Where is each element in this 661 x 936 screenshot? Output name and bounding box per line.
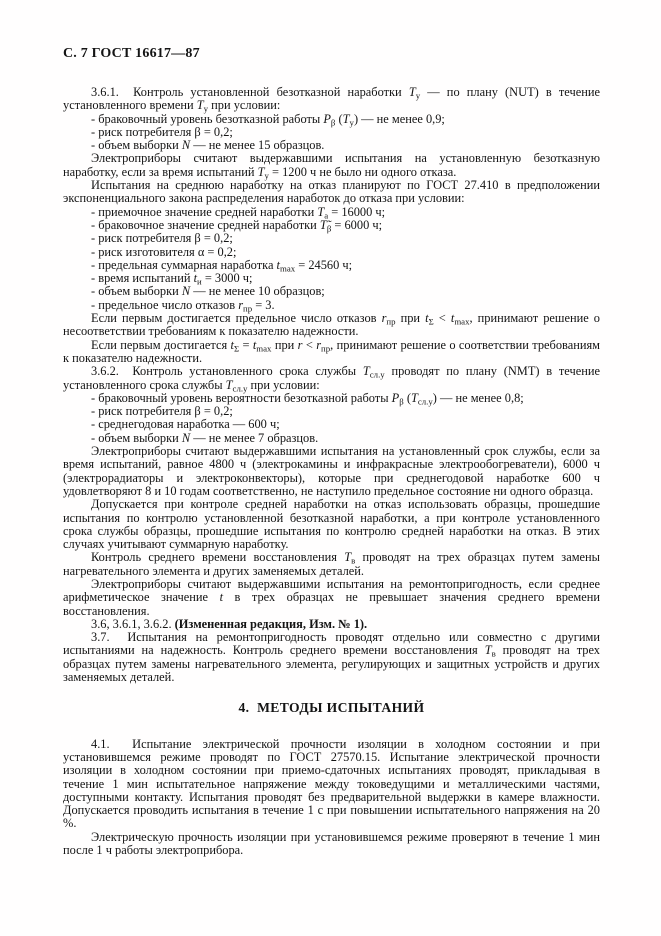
list-item: - браковочный уровень безотказной работы $Р_\beta$ $(Т_у)$ — не менее 0,9; [91,111,445,128]
paragraph: 3.6.2. Контроль установленного срока службы $Т_{сл.у}$ проводят по плану (NMT) в течение установленного срока службы $Т_{сл.у}$ при условии: [63,364,600,394]
paragraph: Электрическую прочность изоляции при установившемся режиме проверяют в течение 1 мин после 1 ч работы электроприбора. [63,829,600,858]
list-item: - среднегодовая наработка — 600 ч; [91,417,280,432]
italic-symbol: t [425,311,429,326]
paragraph: Допускается при контроле средней наработки на отказ использовать образцы, прошедшие испытания по контролю установленной безотказной наработки, а при контроле установленного срока службы образцы, прошедшие испытания по контролю средней наработки на отказ. В этих случаях учитывают суммарную наработку. [63,497,600,552]
italic-symbol: N [181,138,191,153]
document-body [63,86,600,857]
section-heading: 4. МЕТОДЫ ИСПЫТАНИЙ [238,700,425,716]
subscript: у [415,90,421,101]
italic-symbol: Т [344,550,352,565]
subscript: сл.у [417,396,433,407]
list-item: - браковочное значение средней наработки $Т̃_\beta = 6000$ ч; [91,217,383,234]
subscript: пр [321,343,331,354]
list-item: - объем выборки N — не менее 10 образцов; [91,284,325,299]
paragraph: Электроприборы считают выдержавшими испытания на установленную безотказную наработку, если за время испытаний $Т_у = 1200$ ч не было ни одного отказа. [63,151,600,181]
list-item: - риск потребителя β = 0,2; [91,124,233,139]
subscript: у [203,103,209,114]
subscript: у [264,170,269,181]
italic-symbol: r [297,337,303,352]
italic-symbol: Т [410,390,418,405]
list-item: - предельная суммарная наработка $t_{max} = 24560$ ч; [91,257,353,274]
italic-symbol: N [181,284,191,299]
subscript: у [349,117,354,128]
list-item: - предельное число отказов $r_{пр} = 3$. [91,297,275,314]
list-item: - объем выборки N — не менее 7 образцов. [91,430,319,445]
paragraph: 4.1. Испытание электрической прочности изоляции в холодном состоянии и при установившемся режиме проводят по ГОСТ 27570.15. Испытание электрической прочности изоляции в холодном состоянии при приемо-сдаточных испытаниях проводят, прикладывая в течение 1 мин испытательное напряжение между токоведущими и металлическими частями, доступными контакту. Испытания проводят без предварительной выдержки в камере влажности. Допускается проводить испытания в течение 1 с при повышении испытательного напряжения на 20 %. [63,736,600,831]
subscript: β [326,223,332,234]
italic-symbol: Р [391,390,400,405]
italic-symbol: Т [257,164,265,179]
paragraph: Если первым достигается предельное число отказов $r_{пр}$ при $t_\Sigma < t_{max}$, принимают решение о несоответствии требованиям к показателю надежности. [63,311,600,339]
italic-symbol: N [181,430,191,445]
list-item: - объем выборки N — не менее 15 образцов. [91,138,325,153]
italic-symbol: Т [484,643,492,658]
paragraph: Контроль среднего времени восстановления $Т_в$ проводят на трех образцах путем замены нагревательного элемента и других заменяемых деталей. [63,550,600,578]
italic-symbol: t [230,337,234,352]
subscript: сл.у [369,369,385,380]
list-item: - риск потребителя β = 0,2; [91,231,233,246]
paragraph: Если первым достигается $t_\Sigma = t_{max}$ при $r < r_{пр}$, принимают решение о соответствии требованиям к показателю надежности. [63,337,601,365]
italic-symbol: t [193,271,198,286]
subscript: сл.у [232,383,248,394]
subscript: в [351,555,356,566]
subscript: max [256,343,272,354]
subscript: β [330,117,336,128]
italic-symbol: Р [323,111,331,126]
subscript: пр [386,316,396,327]
italic-symbol: r [238,297,244,312]
subscript: β [399,396,404,407]
italic-symbol: Т [225,377,233,392]
italic-symbol: Т [408,85,416,99]
italic-symbol: r [381,311,387,326]
subscript: max [280,263,296,274]
list-item: - браковочный уровень вероятности безотказной работы $Р_\beta$ $(Т_{сл.у})$ — не менее 0,8; [91,390,524,407]
paragraph: 3.6, 3.6.1, 3.6.2. (Измененная редакция, Изм. № 1). [91,616,368,631]
paragraph: Электроприборы считают выдержавшими испытания на установленный срок службы, если за время испытаний, равное 4800 ч (электрокамины и инфракрасные электрообогреватели), 6000 ч (электрорадиаторы и электроконвекторы), которые при среднегодовой наработке 600 ч удовлетворяют 8 и 10 годам соответственно, не наступило предельное состояние ни одного образца. [63,444,600,498]
italic-symbol: t [450,311,455,326]
bold-text: (Измененная редакция, Изм. № 1). [174,616,368,631]
subscript: а [324,210,329,221]
subscript: и [197,276,202,287]
subscript: max [454,316,470,327]
list-item: - приемочное значение средней наработки $Т_а = 16000$ ч; [91,204,386,221]
italic-symbol: Т [362,364,370,379]
page-header: С. 7 ГОСТ 16617—87 [63,46,200,61]
italic-symbol: Т [342,111,350,126]
italic-symbol: Т [317,204,325,219]
italic-symbol: Т [196,98,204,113]
paragraph: Испытания на среднюю наработку на отказ планируют по ГОСТ 27.410 в предположении экспоненциального закона распределения наработок до отказа при условии: [63,178,600,206]
italic-symbol: t [219,590,224,605]
list-item: - риск потребителя β = 0,2; [91,404,233,419]
italic-symbol: t [276,257,280,272]
list-item: - время испытаний $t_и = 3000$ ч; [91,271,253,287]
italic-symbol: Т̃ [319,217,327,232]
italic-symbol: t [252,337,257,352]
subscript: пр [243,303,253,314]
paragraph: 3.6.1. Контроль установленной безотказной наработки $Т_у$ — по плану (NUT) в течение установленного времени $Т_у$ при условии: [63,85,600,114]
subscript: Σ [428,316,434,327]
subscript: в [491,648,496,659]
italic-symbol: r [316,337,322,352]
subscript: Σ [233,343,240,354]
paragraph: Электроприборы считают выдержавшими испытания на ремонтопригодность, если среднее арифметическое значение t в трех образцах не превышает значения среднего времени восстановления. [63,576,601,618]
list-item: - риск изготовителя α = 0,2; [91,244,237,259]
paragraph: 3.7. Испытания на ремонтопригодность проводят отдельно или совместно с другими испытаниями на надежность. Контроль среднего времени восстановления $Т_в$ проводят на трех образцах путем замены нагревательного элемента, регулирующих и защитных устройств и других заменяемых деталей. [63,630,600,685]
